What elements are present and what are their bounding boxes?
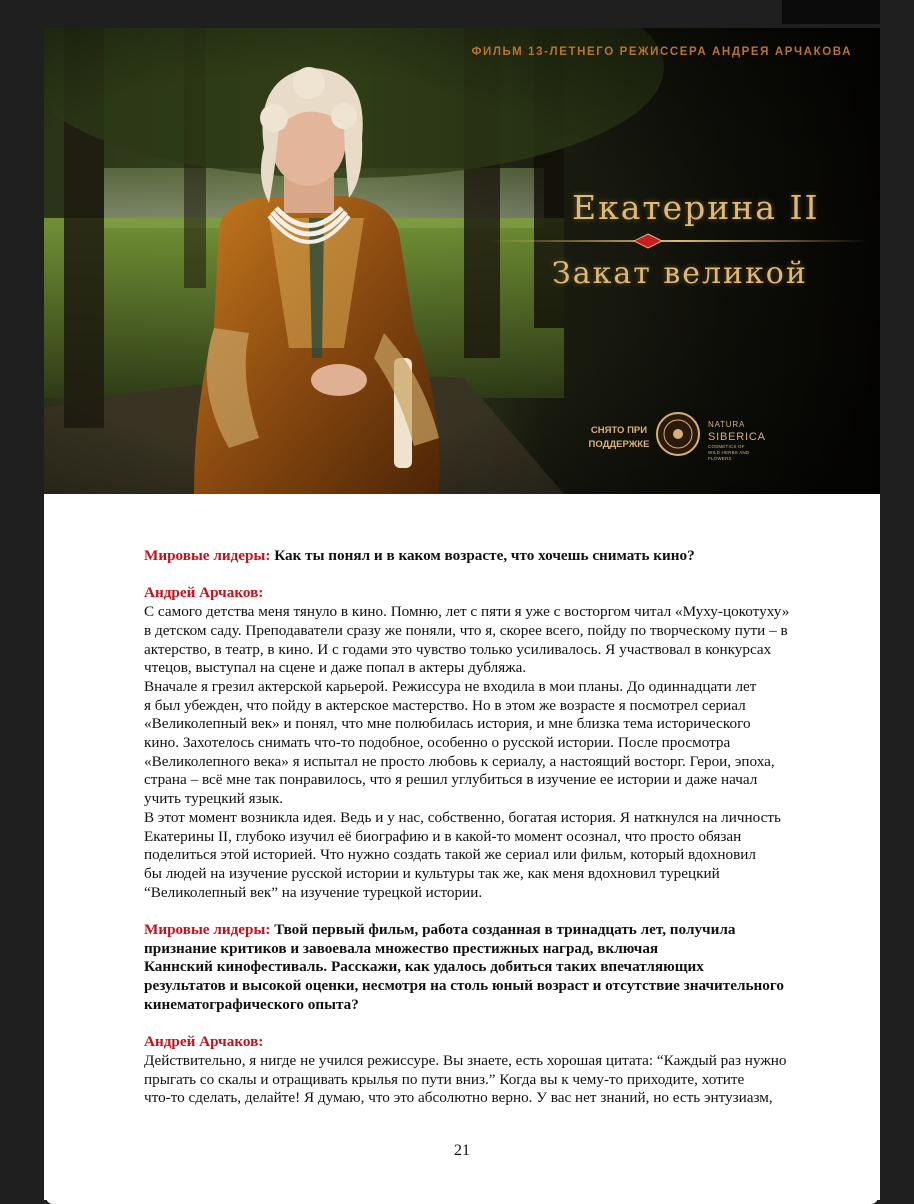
answer-line: прыгать со скалы и отращивать крылья по пути вниз.” Когда вы к чему-то приходите, хотите [144, 1070, 745, 1088]
answer-line: чтецов, выступал на сцене и даже попал в актеры дубляжа. [144, 659, 527, 677]
poster-title-line2: Закат великой [552, 256, 808, 291]
interviewer-label: Мировые лидеры: [144, 921, 271, 939]
page-number: 21 [454, 1142, 470, 1159]
answer-line: кино. Захотелось снимать что-то подобное, особенно о русской истории. После просмотра [144, 734, 731, 752]
answer-line: я был убежден, что пойду в актерское мастерство. Но в этом же возрасте я посмотрел сериал [144, 696, 746, 714]
viewer-top-strip [0, 0, 914, 28]
question-text: Как ты понял и в каком возрасте, что хочешь снимать кино? [274, 547, 695, 564]
answer-line: что-то сделать, делайте! Я думаю, что это абсолютно верно. У вас нет знаний, но есть энтузиазм, [144, 1089, 773, 1107]
answer-line: поделиться этой историей. Что нужно создать такой же сериал или фильм, который вдохновил [144, 846, 756, 864]
poster-tagline: ФИЛЬМ 13-ЛЕТНЕГО РЕЖИССЕРА АНДРЕЯ АРЧАКОВА [471, 46, 852, 58]
sponsor-logo [708, 420, 766, 462]
answer-line: бы людей на изучение русской истории и культуры так же, как меня вдохновил турецкий [144, 864, 720, 882]
question-2-continued [144, 940, 824, 1015]
respondent-label: Андрей Арчаков: [144, 584, 264, 602]
answer-2 [144, 1052, 824, 1108]
next-page-edge [46, 1190, 878, 1204]
answer-line: В этот момент возникла идея. Ведь и у нас, собственно, богатая история. Я наткнулся на личность [144, 808, 781, 826]
answer-line: в детском саду. Преподаватели сразу же поняли, что я, скорее всего, пойду по творческому пути – в [144, 621, 788, 639]
film-poster-banner [44, 28, 880, 494]
answer-line: учить турецкий язык. [144, 790, 284, 808]
question-line: признание критиков и завоевала множество престижных наград, включая [144, 939, 659, 957]
answer-line: “Великолепный век” на изучение турецкой истории. [144, 883, 483, 901]
question-text: Твой первый фильм, работа созданная в тринадцать лет, получила [274, 921, 736, 939]
question-line: результатов и высокой оценки, несмотря на столь юный возраст и отсутствие значительного [144, 977, 785, 995]
answer-1 [144, 603, 824, 902]
document-page [44, 28, 880, 1200]
answer-line: страна – всё мне так понравилось, что я решил углубиться в изучение ее истории и даже начал [144, 771, 758, 789]
question-1 [144, 547, 824, 566]
answer-line: Вначале я грезил актерской карьерой. Режиссура не входила в мои планы. До одиннадцати лет [144, 677, 757, 695]
answer-line: «Великолепный век» и понял, что мне полюбилась история, и мне близка тема исторического [144, 715, 751, 733]
answer-line: С самого детства меня тянуло в кино. Помню, лет с пяти я уже с восторгом читал «Муху-цокотуху» [144, 603, 790, 621]
interviewer-label: Мировые лидеры: [144, 547, 271, 564]
answer-line: Действительно, я нигде не учился режиссуре. Вы знаете, есть хорошая цитата: “Каждый раз нужно [144, 1051, 787, 1069]
poster-title-line1: Екатерина II [572, 188, 820, 227]
sponsor-caption: СНЯТО ПРИ ПОДДЕРЖКЕ [588, 425, 650, 450]
answer-line: Екатерины II, глубоко изучил её биографию и в какой-то момент осознал, что просто обязан [144, 827, 742, 845]
sponsor-brand-top: NATURA [708, 420, 746, 429]
viewer-top-bar-block [782, 0, 880, 24]
answer-line: «Великолепного века» я испытал не просто любовь к сериалу, а настоящий восторг. Герои, эпоха, [144, 752, 775, 770]
sponsor-brand-sub: COSMETICS OF WILD HERBS AND FLOWERS [708, 444, 750, 461]
question-2 [144, 921, 824, 940]
respondent-label: Андрей Арчаков: [144, 1033, 264, 1051]
sponsor-brand-main: SIBERICA [708, 431, 766, 443]
question-line: кинематографического опыта? [144, 995, 359, 1013]
interview-text [144, 547, 824, 1108]
answer-line: актерство, в театр, в кино. И с годами это чувство только усиливалось. Я участвовал в конкурсах [144, 640, 772, 658]
question-line: Каннский кинофестиваль. Расскажи, как удалось добиться таких впечатляющих [144, 958, 704, 976]
